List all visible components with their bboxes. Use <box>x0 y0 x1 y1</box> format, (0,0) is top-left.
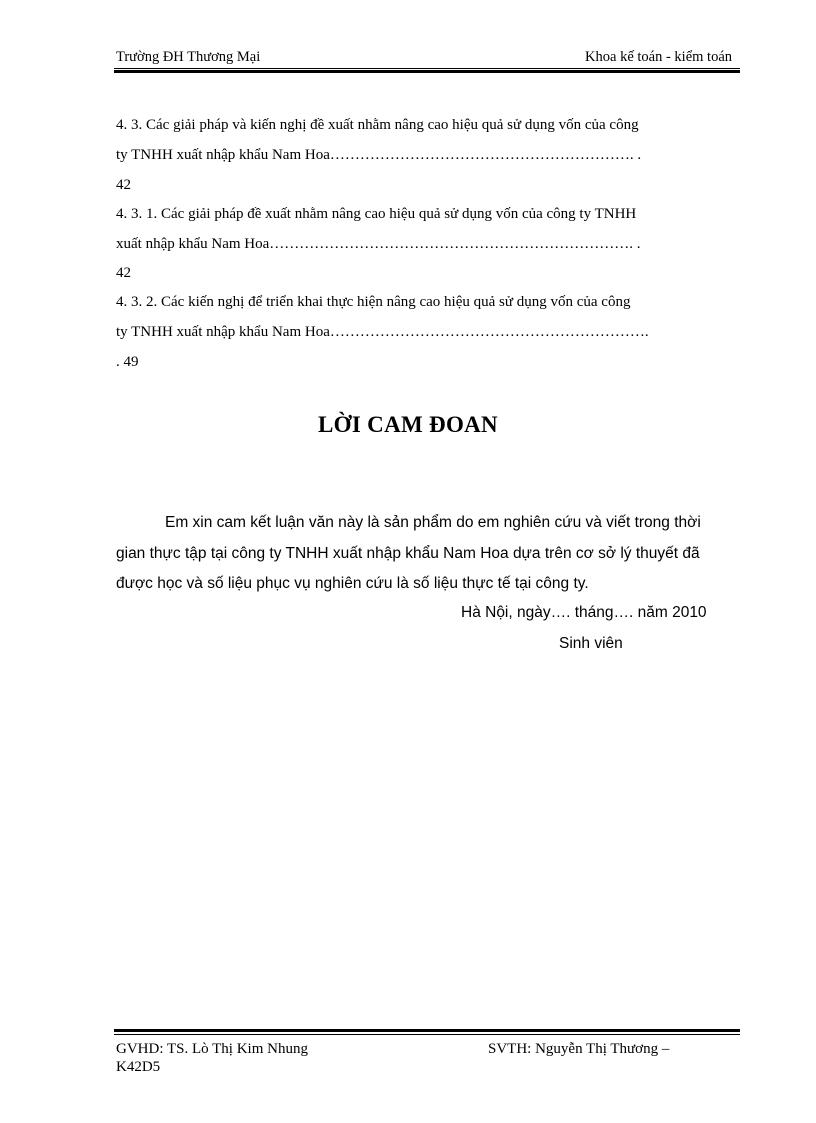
toc-entry-2-line1: 4. 3. 1. Các giải pháp đề xuất nhằm nâng cao hiệu quả sử dụng vốn của công ty TNHH <box>116 206 637 222</box>
body-line-3: được học và số liệu phục vụ nghiên cứu là số liệu thực tế tại công ty. <box>116 575 589 592</box>
footer-student: SVTH: Nguyễn Thị Thương – <box>488 1041 670 1057</box>
page-title: LỜI CAM ĐOAN <box>318 412 498 437</box>
signature-date: Hà Nội, ngày…. tháng…. năm 2010 <box>461 604 707 621</box>
footer-class: K42D5 <box>116 1059 161 1075</box>
header-rule-thin <box>114 68 740 69</box>
body-line-1: Em xin cam kết luận văn này là sản phẩm do em nghiên cứu và viết trong thời <box>165 514 701 531</box>
header-faculty: Khoa kế toán - kiểm toán <box>585 49 732 65</box>
footer-rule-thin <box>114 1034 740 1035</box>
toc-entry-2-line2: xuất nhập khẩu Nam Hoa………………………………………………………………. . <box>116 236 641 252</box>
toc-entry-3-line2: ty TNHH xuất nhập khẩu Nam Hoa………………………………………………………. <box>116 324 649 340</box>
toc-entry-1-line1: 4. 3. Các giải pháp và kiến nghị đề xuất nhằm nâng cao hiệu quả sử dụng vốn của công <box>116 117 639 133</box>
header-school: Trường ĐH Thương Mại <box>116 49 261 65</box>
toc-entry-1-line2: ty TNHH xuất nhập khẩu Nam Hoa……………………………………………………. . <box>116 147 642 163</box>
footer-advisor: GVHD: TS. Lò Thị Kim Nhung <box>116 1041 308 1057</box>
signature-role: Sinh viên <box>559 635 623 652</box>
toc-entry-2-page: 42 <box>116 265 131 281</box>
toc-entry-1-page: 42 <box>116 177 131 193</box>
toc-entry-3-page: . 49 <box>116 354 139 370</box>
header-rule-thick <box>114 70 740 73</box>
toc-entry-3-line1: 4. 3. 2. Các kiến nghị để triển khai thực hiện nâng cao hiệu quả sử dụng vốn của công <box>116 294 631 310</box>
body-line-2: gian thực tập tại công ty TNHH xuất nhập khẩu Nam Hoa dựa trên cơ sở lý thuyết đã <box>116 545 700 562</box>
footer-rule-thick <box>114 1029 740 1032</box>
